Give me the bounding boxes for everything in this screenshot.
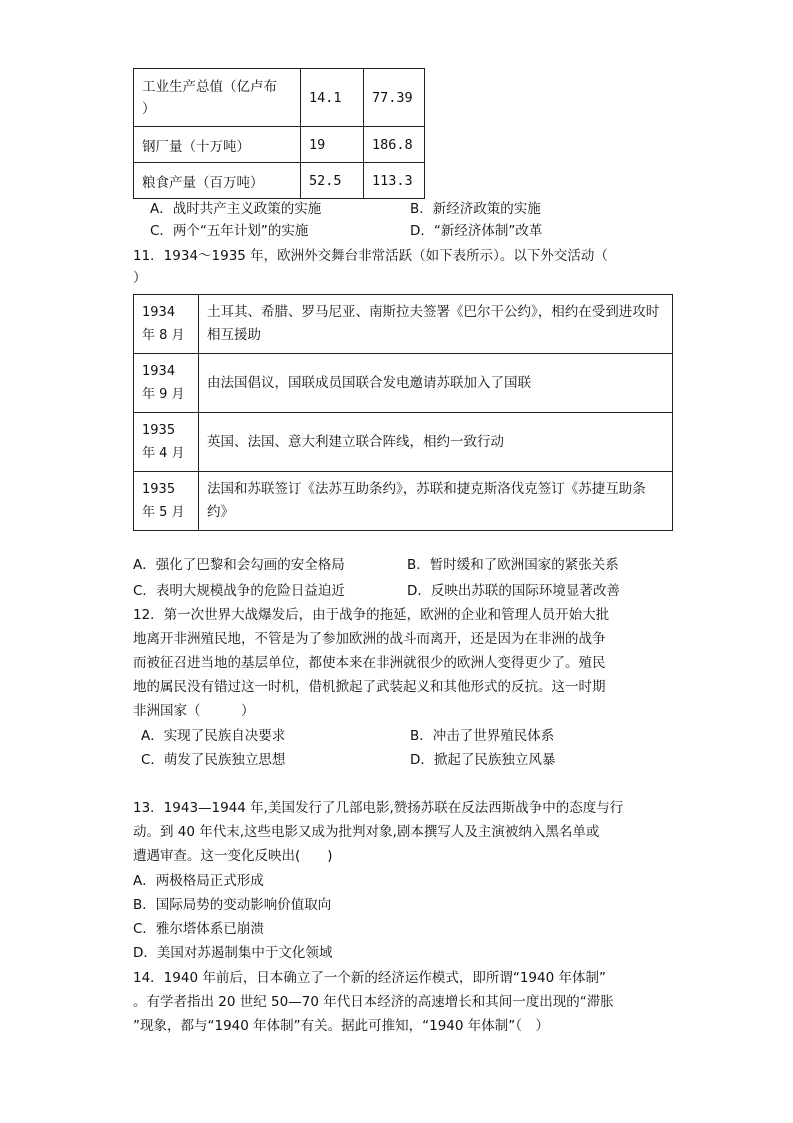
event-cell: 土耳其、希腊、罗马尼亚、南斯拉夫签署《巴尔干公约》，相约在受到进攻时相互援助 <box>199 295 673 354</box>
option-d[interactable]: D．美国对苏遏制集中于文化领域 <box>133 945 333 961</box>
date-cell <box>134 472 199 531</box>
month: 年 9 月 <box>142 387 185 402</box>
question-stem-cont: ） <box>133 270 147 286</box>
question-stem-line: 非洲国家（ ） <box>133 703 255 719</box>
table-row <box>134 472 673 531</box>
option-a[interactable]: A．实现了民族自决要求 <box>141 728 286 744</box>
question-stem: 13．1943—1944 年,美国发行了几部电影,赞扬苏联在反法西斯战争中的态度与行 <box>133 800 624 816</box>
date-cell <box>134 295 199 354</box>
question-stem: 14．1940 年前后，日本确立了一个新的经济运作模式，即所谓“1940 年体制” <box>133 970 606 986</box>
row-label: 钢厂量（十万吨） <box>134 127 301 163</box>
row-label-line: 工业生产总值（亿卢布 <box>142 78 277 95</box>
question-stem-line: 。有学者指出 20 世纪 50—70 年代日本经济的高速增长和其间一度出现的“滞胀 <box>133 994 614 1010</box>
option-d[interactable]: D．掀起了民族独立风暴 <box>410 752 556 768</box>
option-d[interactable]: D．“新经济体制”改革 <box>410 223 543 239</box>
option-d[interactable]: D．反映出苏联的国际环境显著改善 <box>407 583 620 599</box>
value-cell: 14.1 <box>301 69 364 127</box>
event-cell: 由法国倡议，国联成员国联合发电邀请苏联加入了国联 <box>199 354 673 413</box>
value-cell: 77.39 <box>364 69 425 127</box>
year: 1934 <box>142 305 176 320</box>
question-stem-line: 地离开非洲殖民地，不管是为了参加欧洲的战斗而离开，还是因为在非洲的战争 <box>133 631 606 647</box>
option-a[interactable]: A．两极格局正式形成 <box>133 873 264 889</box>
option-b[interactable]: B．新经济政策的实施 <box>410 201 541 217</box>
row-label: 粮食产量（百万吨） <box>134 163 301 199</box>
table-row <box>134 163 425 199</box>
option-c[interactable]: C．萌发了民族独立思想 <box>141 752 286 768</box>
option-b[interactable]: B．暂时缓和了欧洲国家的紧张关系 <box>407 557 619 573</box>
row-label <box>134 69 301 127</box>
table-row <box>134 354 673 413</box>
diplomacy-table <box>133 294 673 531</box>
question-stem-line: 遭遇审查。这一变化反映出( ) <box>133 848 333 864</box>
year: 1935 <box>142 423 176 438</box>
question-stem-line: 而被征召进当地的基层单位，都使本来在非洲就很少的欧洲人变得更少了。殖民 <box>133 655 606 671</box>
value-cell: 19 <box>301 127 364 163</box>
table-row <box>134 295 673 354</box>
event-cell: 法国和苏联签订《法苏互助条约》，苏联和捷克斯洛伐克签订《苏捷互助条约》 <box>199 472 673 531</box>
option-c[interactable]: C．雅尔塔体系已崩溃 <box>133 921 264 937</box>
option-a[interactable]: A．战时共产主义政策的实施 <box>150 201 322 217</box>
option-c[interactable]: C．表明大规模战争的危险日益迫近 <box>133 583 345 599</box>
value-cell: 113.3 <box>364 163 425 199</box>
question-stem: 12．第一次世界大战爆发后，由于战争的拖延，欧洲的企业和管理人员开始大批 <box>133 607 610 623</box>
option-c[interactable]: C．两个“五年计划”的实施 <box>150 223 309 239</box>
question-stem: 11．1934～1935 年，欧洲外交舞台非常活跃（如下表所示）。以下外交活动（ <box>133 248 608 264</box>
question-stem-line: ”现象，都与“1940 年体制”有关。据此可推知，“1940 年体制”（ ） <box>133 1018 550 1034</box>
value-cell: 186.8 <box>364 127 425 163</box>
month: 年 8 月 <box>142 328 185 343</box>
event-cell: 英国、法国、意大利建立联合阵线，相约一致行动 <box>199 413 673 472</box>
row-label-line: ） <box>142 100 156 117</box>
year: 1935 <box>142 482 176 497</box>
value-cell: 52.5 <box>301 163 364 199</box>
table-row <box>134 127 425 163</box>
date-cell <box>134 413 199 472</box>
year: 1934 <box>142 364 176 379</box>
date-cell <box>134 354 199 413</box>
option-b[interactable]: B．国际局势的变动影响价值取向 <box>133 897 332 913</box>
production-table <box>133 68 425 199</box>
question-stem-line: 动。到 40 年代末,这些电影又成为批判对象,剧本撰写人及主演被纳入黑名单或 <box>133 824 600 840</box>
table-row <box>134 69 425 127</box>
question-stem-line: 地的属民没有错过这一时机，借机掀起了武装起义和其他形式的反抗。这一时期 <box>133 679 606 695</box>
option-b[interactable]: B．冲击了世界殖民体系 <box>410 728 555 744</box>
option-a[interactable]: A．强化了巴黎和会勾画的安全格局 <box>133 557 345 573</box>
month: 年 5 月 <box>142 505 185 520</box>
table-row <box>134 413 673 472</box>
month: 年 4 月 <box>142 446 185 461</box>
